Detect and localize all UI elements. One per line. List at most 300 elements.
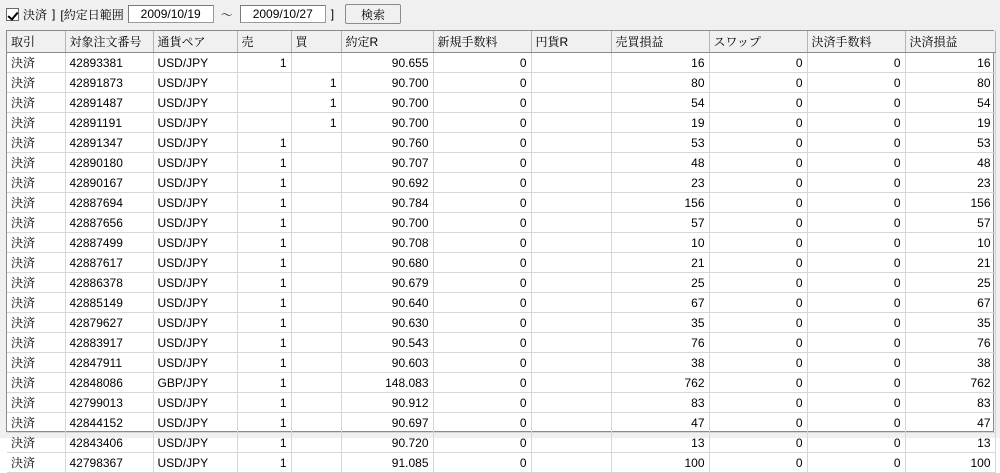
table-header-row (7, 31, 995, 53)
table-cell: 23 (905, 173, 995, 193)
table-row[interactable] (7, 193, 995, 213)
table-cell: 1 (237, 253, 291, 273)
table-cell: 0 (433, 173, 531, 193)
table-cell: 0 (709, 273, 807, 293)
table-cell: 1 (237, 233, 291, 253)
table-cell: 80 (611, 73, 709, 93)
table-cell (531, 153, 611, 173)
table-cell (531, 253, 611, 273)
table-cell: 90.700 (341, 93, 433, 113)
table-cell: 156 (905, 193, 995, 213)
table-cell: 0 (433, 313, 531, 333)
table-cell (237, 73, 291, 93)
table-cell: 38 (905, 353, 995, 373)
table-cell: 0 (709, 133, 807, 153)
column-header[interactable]: 取引 (7, 31, 65, 53)
table-cell: 決済 (7, 193, 65, 213)
table-cell: 42886378 (65, 273, 153, 293)
column-header[interactable]: 対象注文番号 (65, 31, 153, 53)
table-cell (291, 213, 341, 233)
table-row[interactable] (7, 93, 995, 113)
table-cell: 42848086 (65, 373, 153, 393)
table-row[interactable] (7, 313, 995, 333)
table-row[interactable] (7, 73, 995, 93)
table-cell: USD/JPY (153, 333, 237, 353)
table-cell: USD/JPY (153, 353, 237, 373)
table-cell (291, 193, 341, 213)
table-cell: 90.912 (341, 393, 433, 413)
table-row[interactable] (7, 353, 995, 373)
table-cell: 0 (433, 353, 531, 373)
table-row[interactable] (7, 133, 995, 153)
table-cell (531, 313, 611, 333)
table-cell (291, 233, 341, 253)
table-cell: 0 (433, 293, 531, 313)
table-cell: USD/JPY (153, 93, 237, 113)
table-cell: 90.692 (341, 173, 433, 193)
table-cell: 90.630 (341, 313, 433, 333)
table-cell: 1 (291, 93, 341, 113)
table-cell: 1 (237, 53, 291, 73)
table-cell: 1 (237, 133, 291, 153)
table-cell: 42890180 (65, 153, 153, 173)
table-cell: 25 (905, 273, 995, 293)
table-cell: 0 (807, 73, 905, 93)
table-cell: 42891347 (65, 133, 153, 153)
table-cell (291, 413, 341, 433)
table-cell: 決済 (7, 453, 65, 473)
table-cell: 53 (905, 133, 995, 153)
table-cell: USD/JPY (153, 313, 237, 333)
table-cell: 0 (709, 233, 807, 253)
table-row[interactable] (7, 293, 995, 313)
table-cell: 10 (611, 233, 709, 253)
results-table-body (7, 53, 995, 473)
table-cell: 83 (611, 393, 709, 413)
table-cell: 0 (709, 333, 807, 353)
table-cell: 0 (709, 413, 807, 433)
table-cell: 1 (237, 393, 291, 413)
table-cell: 47 (611, 413, 709, 433)
bracket-close-2: ] (330, 7, 335, 21)
table-cell: 0 (807, 133, 905, 153)
table-cell: 90.720 (341, 433, 433, 453)
table-cell: 90.707 (341, 153, 433, 173)
table-cell: 42799013 (65, 393, 153, 413)
table-cell (531, 193, 611, 213)
table-cell: 42843406 (65, 433, 153, 453)
table-cell: USD/JPY (153, 133, 237, 153)
table-cell: 35 (611, 313, 709, 333)
table-cell: 決済 (7, 253, 65, 273)
table-cell (531, 233, 611, 253)
table-cell: USD/JPY (153, 453, 237, 473)
table-cell: 0 (433, 53, 531, 73)
table-cell: 1 (237, 173, 291, 193)
table-cell: 0 (433, 433, 531, 453)
date-range-separator: ～ (220, 7, 233, 22)
table-cell: 57 (611, 213, 709, 233)
table-cell: 90.760 (341, 133, 433, 153)
table-cell: 1 (237, 373, 291, 393)
table-cell: 0 (433, 113, 531, 133)
table-cell: 0 (433, 73, 531, 93)
table-cell: USD/JPY (153, 213, 237, 233)
table-cell: 0 (709, 193, 807, 213)
table-cell: 0 (807, 233, 905, 253)
table-cell: 762 (611, 373, 709, 393)
table-cell (291, 333, 341, 353)
table-cell: 16 (611, 53, 709, 73)
table-cell: 48 (611, 153, 709, 173)
table-cell: 0 (433, 393, 531, 413)
table-cell (531, 373, 611, 393)
table-cell: 0 (433, 273, 531, 293)
table-cell: 0 (709, 213, 807, 233)
table-cell: 0 (433, 133, 531, 153)
table-row[interactable] (7, 233, 995, 253)
table-cell (531, 353, 611, 373)
table-cell: 1 (237, 453, 291, 473)
column-header[interactable]: 売 (237, 31, 291, 53)
table-row[interactable] (7, 373, 995, 393)
table-cell: 0 (709, 153, 807, 173)
table-row[interactable] (7, 153, 995, 173)
table-cell (531, 113, 611, 133)
table-cell: 1 (237, 273, 291, 293)
table-cell: 決済 (7, 73, 65, 93)
table-cell: 42844152 (65, 413, 153, 433)
table-cell: 42887694 (65, 193, 153, 213)
table-cell: 91.085 (341, 453, 433, 473)
table-cell: 42893381 (65, 53, 153, 73)
table-cell (291, 293, 341, 313)
table-cell: 0 (433, 93, 531, 113)
table-cell: 決済 (7, 413, 65, 433)
table-cell (291, 393, 341, 413)
table-cell: 90.708 (341, 233, 433, 253)
table-cell: 0 (807, 113, 905, 133)
table-cell: 0 (709, 393, 807, 413)
table-cell (291, 53, 341, 73)
table-cell: 0 (709, 173, 807, 193)
table-cell: 0 (433, 373, 531, 393)
table-cell: 16 (905, 53, 995, 73)
table-cell (291, 153, 341, 173)
table-cell: 13 (611, 433, 709, 453)
table-cell (291, 253, 341, 273)
table-cell: 0 (433, 233, 531, 253)
table-row[interactable] (7, 173, 995, 193)
table-cell: USD/JPY (153, 253, 237, 273)
results-table-head (7, 31, 995, 53)
table-cell: 0 (807, 413, 905, 433)
table-cell: USD/JPY (153, 433, 237, 453)
table-cell: 42847911 (65, 353, 153, 373)
table-row[interactable] (7, 53, 995, 73)
table-cell: 54 (611, 93, 709, 113)
table-cell: 0 (433, 253, 531, 273)
table-cell: 90.655 (341, 53, 433, 73)
table-cell: 決済 (7, 293, 65, 313)
table-cell: USD/JPY (153, 393, 237, 413)
table-cell: 90.784 (341, 193, 433, 213)
table-cell: 67 (611, 293, 709, 313)
table-cell: 42798367 (65, 453, 153, 473)
table-cell: 0 (433, 193, 531, 213)
table-cell: 90.603 (341, 353, 433, 373)
table-cell: 42887499 (65, 233, 153, 253)
table-cell: 25 (611, 273, 709, 293)
table-cell: 48 (905, 153, 995, 173)
table-cell: 0 (807, 393, 905, 413)
table-cell: 0 (709, 293, 807, 313)
table-cell: 決済 (7, 93, 65, 113)
table-cell: 0 (807, 433, 905, 453)
date-range-label: [約定日範囲 (60, 7, 124, 22)
table-cell: 0 (709, 73, 807, 93)
table-cell (531, 93, 611, 113)
table-cell: 0 (709, 453, 807, 473)
table-cell: USD/JPY (153, 413, 237, 433)
table-cell: 決済 (7, 53, 65, 73)
table-cell: 76 (611, 333, 709, 353)
table-cell: 決済 (7, 173, 65, 193)
table-cell: 決済 (7, 393, 65, 413)
table-cell: 90.700 (341, 73, 433, 93)
table-cell: 決済 (7, 213, 65, 233)
table-cell: 決済 (7, 133, 65, 153)
table-cell: 42883917 (65, 333, 153, 353)
table-cell: 決済 (7, 373, 65, 393)
column-header[interactable]: スワップ (709, 31, 807, 53)
table-cell: 76 (905, 333, 995, 353)
table-cell: 0 (807, 93, 905, 113)
table-cell: 38 (611, 353, 709, 373)
table-cell: 90.543 (341, 333, 433, 353)
table-cell: 0 (807, 273, 905, 293)
column-header[interactable]: 新規手数料 (433, 31, 531, 53)
table-cell: 0 (807, 293, 905, 313)
table-cell: 80 (905, 73, 995, 93)
table-cell: 83 (905, 393, 995, 413)
table-cell: USD/JPY (153, 53, 237, 73)
table-cell: 762 (905, 373, 995, 393)
results-table-container[interactable] (6, 30, 994, 470)
table-cell: 90.700 (341, 113, 433, 133)
table-cell (531, 453, 611, 473)
table-cell (291, 133, 341, 153)
table-cell: USD/JPY (153, 173, 237, 193)
table-cell (531, 293, 611, 313)
table-row[interactable] (7, 253, 995, 273)
table-cell: 0 (709, 313, 807, 333)
table-cell: 1 (237, 413, 291, 433)
table-cell: 0 (709, 253, 807, 273)
column-header[interactable]: 買 (291, 31, 341, 53)
table-cell (531, 53, 611, 73)
filter-toolbar (0, 0, 1000, 28)
table-cell: 42885149 (65, 293, 153, 313)
table-cell (237, 93, 291, 113)
table-cell: 0 (807, 213, 905, 233)
table-cell: 42891191 (65, 113, 153, 133)
table-cell: 0 (807, 353, 905, 373)
table-cell: 1 (237, 193, 291, 213)
table-cell: GBP/JPY (153, 373, 237, 393)
table-cell: 決済 (7, 233, 65, 253)
table-cell (531, 413, 611, 433)
table-cell: 0 (709, 113, 807, 133)
table-cell: USD/JPY (153, 233, 237, 253)
table-cell: 42891487 (65, 93, 153, 113)
table-cell (291, 353, 341, 373)
table-cell: 0 (807, 193, 905, 213)
table-cell: 1 (237, 433, 291, 453)
table-row[interactable] (7, 393, 995, 413)
table-cell (291, 173, 341, 193)
table-cell: 0 (807, 253, 905, 273)
table-cell: 54 (905, 93, 995, 113)
table-cell: 1 (237, 313, 291, 333)
column-header[interactable]: 通貨ペア (153, 31, 237, 53)
table-cell: 42891873 (65, 73, 153, 93)
table-cell: 0 (807, 53, 905, 73)
table-cell: 19 (611, 113, 709, 133)
table-cell: 47 (905, 413, 995, 433)
table-row[interactable] (7, 113, 995, 133)
table-cell: USD/JPY (153, 73, 237, 93)
table-cell: 90.697 (341, 413, 433, 433)
table-cell: 1 (291, 73, 341, 93)
table-row[interactable] (7, 453, 995, 473)
table-cell: 0 (807, 333, 905, 353)
table-cell (291, 433, 341, 453)
table-cell: 1 (237, 293, 291, 313)
table-cell: USD/JPY (153, 273, 237, 293)
table-cell (531, 433, 611, 453)
bracket-close-1: ] (52, 7, 56, 21)
table-cell: 0 (807, 453, 905, 473)
table-cell: 0 (433, 413, 531, 433)
table-cell (237, 113, 291, 133)
table-cell: 42887617 (65, 253, 153, 273)
table-cell: 決済 (7, 333, 65, 353)
table-cell: 決済 (7, 313, 65, 333)
table-cell: 42890167 (65, 173, 153, 193)
table-cell (531, 133, 611, 153)
table-cell (531, 333, 611, 353)
table-cell: 決済 (7, 113, 65, 133)
table-cell: 0 (709, 373, 807, 393)
table-cell: 57 (905, 213, 995, 233)
table-cell: 決済 (7, 433, 65, 453)
table-cell: 決済 (7, 273, 65, 293)
table-cell: 決済 (7, 353, 65, 373)
table-cell: 10 (905, 233, 995, 253)
table-cell: 21 (611, 253, 709, 273)
table-cell (531, 173, 611, 193)
table-cell (291, 273, 341, 293)
table-cell: USD/JPY (153, 153, 237, 173)
table-cell: 13 (905, 433, 995, 453)
search-button[interactable]: 検索 (345, 4, 401, 24)
table-cell (531, 273, 611, 293)
table-cell: 100 (611, 453, 709, 473)
table-cell: 21 (905, 253, 995, 273)
table-cell: USD/JPY (153, 193, 237, 213)
table-cell: 0 (433, 453, 531, 473)
results-table (7, 31, 996, 473)
table-cell (291, 373, 341, 393)
settlement-checkbox[interactable] (6, 8, 19, 21)
table-cell: 23 (611, 173, 709, 193)
table-cell: 0 (807, 373, 905, 393)
table-cell: 0 (709, 433, 807, 453)
table-cell: 53 (611, 133, 709, 153)
column-header[interactable]: 円貨R (531, 31, 611, 53)
table-cell: USD/JPY (153, 293, 237, 313)
date-to-input[interactable] (240, 5, 326, 23)
table-cell (531, 213, 611, 233)
settlement-checkbox-label: 決済 (23, 7, 48, 22)
table-cell: 1 (237, 153, 291, 173)
table-cell: 19 (905, 113, 995, 133)
table-cell (291, 453, 341, 473)
table-cell: 0 (433, 333, 531, 353)
table-cell: 148.083 (341, 373, 433, 393)
table-cell: 35 (905, 313, 995, 333)
table-cell: 1 (291, 113, 341, 133)
table-cell: 90.700 (341, 213, 433, 233)
table-cell: 90.679 (341, 273, 433, 293)
table-cell: 67 (905, 293, 995, 313)
table-cell (531, 73, 611, 93)
table-cell: 0 (433, 153, 531, 173)
table-cell: 決済 (7, 153, 65, 173)
table-cell: 0 (807, 173, 905, 193)
table-cell: 42879627 (65, 313, 153, 333)
table-cell: 1 (237, 213, 291, 233)
table-cell (291, 313, 341, 333)
table-cell: 0 (807, 153, 905, 173)
table-row[interactable] (7, 333, 995, 353)
table-cell (531, 393, 611, 413)
table-cell: 42887656 (65, 213, 153, 233)
table-cell: 0 (709, 353, 807, 373)
column-header[interactable]: 売買損益 (611, 31, 709, 53)
table-cell: 90.680 (341, 253, 433, 273)
column-header[interactable]: 決済手数料 (807, 31, 905, 53)
column-header[interactable]: 決済損益 (905, 31, 995, 53)
table-cell: USD/JPY (153, 113, 237, 133)
table-cell: 0 (807, 313, 905, 333)
settlement-checkbox-wrap[interactable] (6, 6, 47, 23)
column-header[interactable]: 約定R (341, 31, 433, 53)
table-row[interactable] (7, 273, 995, 293)
table-row[interactable] (7, 413, 995, 433)
table-cell: 0 (433, 213, 531, 233)
table-cell: 1 (237, 333, 291, 353)
table-cell: 90.640 (341, 293, 433, 313)
table-cell: 0 (709, 53, 807, 73)
table-cell: 0 (709, 93, 807, 113)
table-cell: 156 (611, 193, 709, 213)
date-from-input[interactable] (128, 5, 214, 23)
table-row[interactable] (7, 433, 995, 453)
table-row[interactable] (7, 213, 995, 233)
table-cell: 1 (237, 353, 291, 373)
